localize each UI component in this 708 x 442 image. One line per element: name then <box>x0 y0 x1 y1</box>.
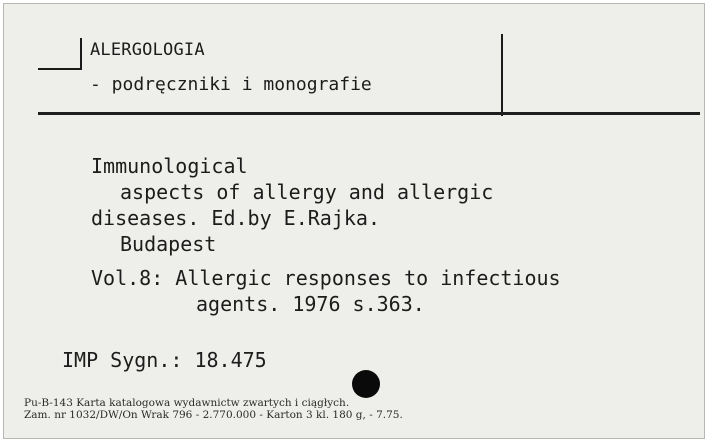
card-heading: ALERGOLOGIA <box>90 40 205 60</box>
punch-hole <box>352 370 380 398</box>
title-line: aspects of allergy and allergic <box>120 180 494 204</box>
footer-line: Pu-B-143 Karta katalogowa wydawnictw zwartych i ciągłych. <box>24 397 350 409</box>
card-subheading: - podręczniki i monografie <box>90 74 372 95</box>
header-divider <box>501 34 503 116</box>
volume-line: Vol.8: Allergic responses to infectious <box>91 266 561 290</box>
footer-line: Zam. nr 1032/DW/On Wrak 796 - 2.770.000 - Karton 3 kl. 180 g, - 7.75. <box>24 409 403 421</box>
volume-line: agents. 1976 s.363. <box>196 292 425 316</box>
call-number: IMP Sygn.: 18.475 <box>62 348 267 372</box>
catalog-card <box>3 3 705 439</box>
corner-mark-base <box>38 68 82 70</box>
title-line: diseases. Ed.by E.Rajka. <box>91 206 380 230</box>
title-line: Immunological <box>91 154 248 178</box>
publication-place: Budapest <box>120 232 217 256</box>
corner-mark <box>80 38 82 70</box>
header-rule <box>38 112 700 115</box>
